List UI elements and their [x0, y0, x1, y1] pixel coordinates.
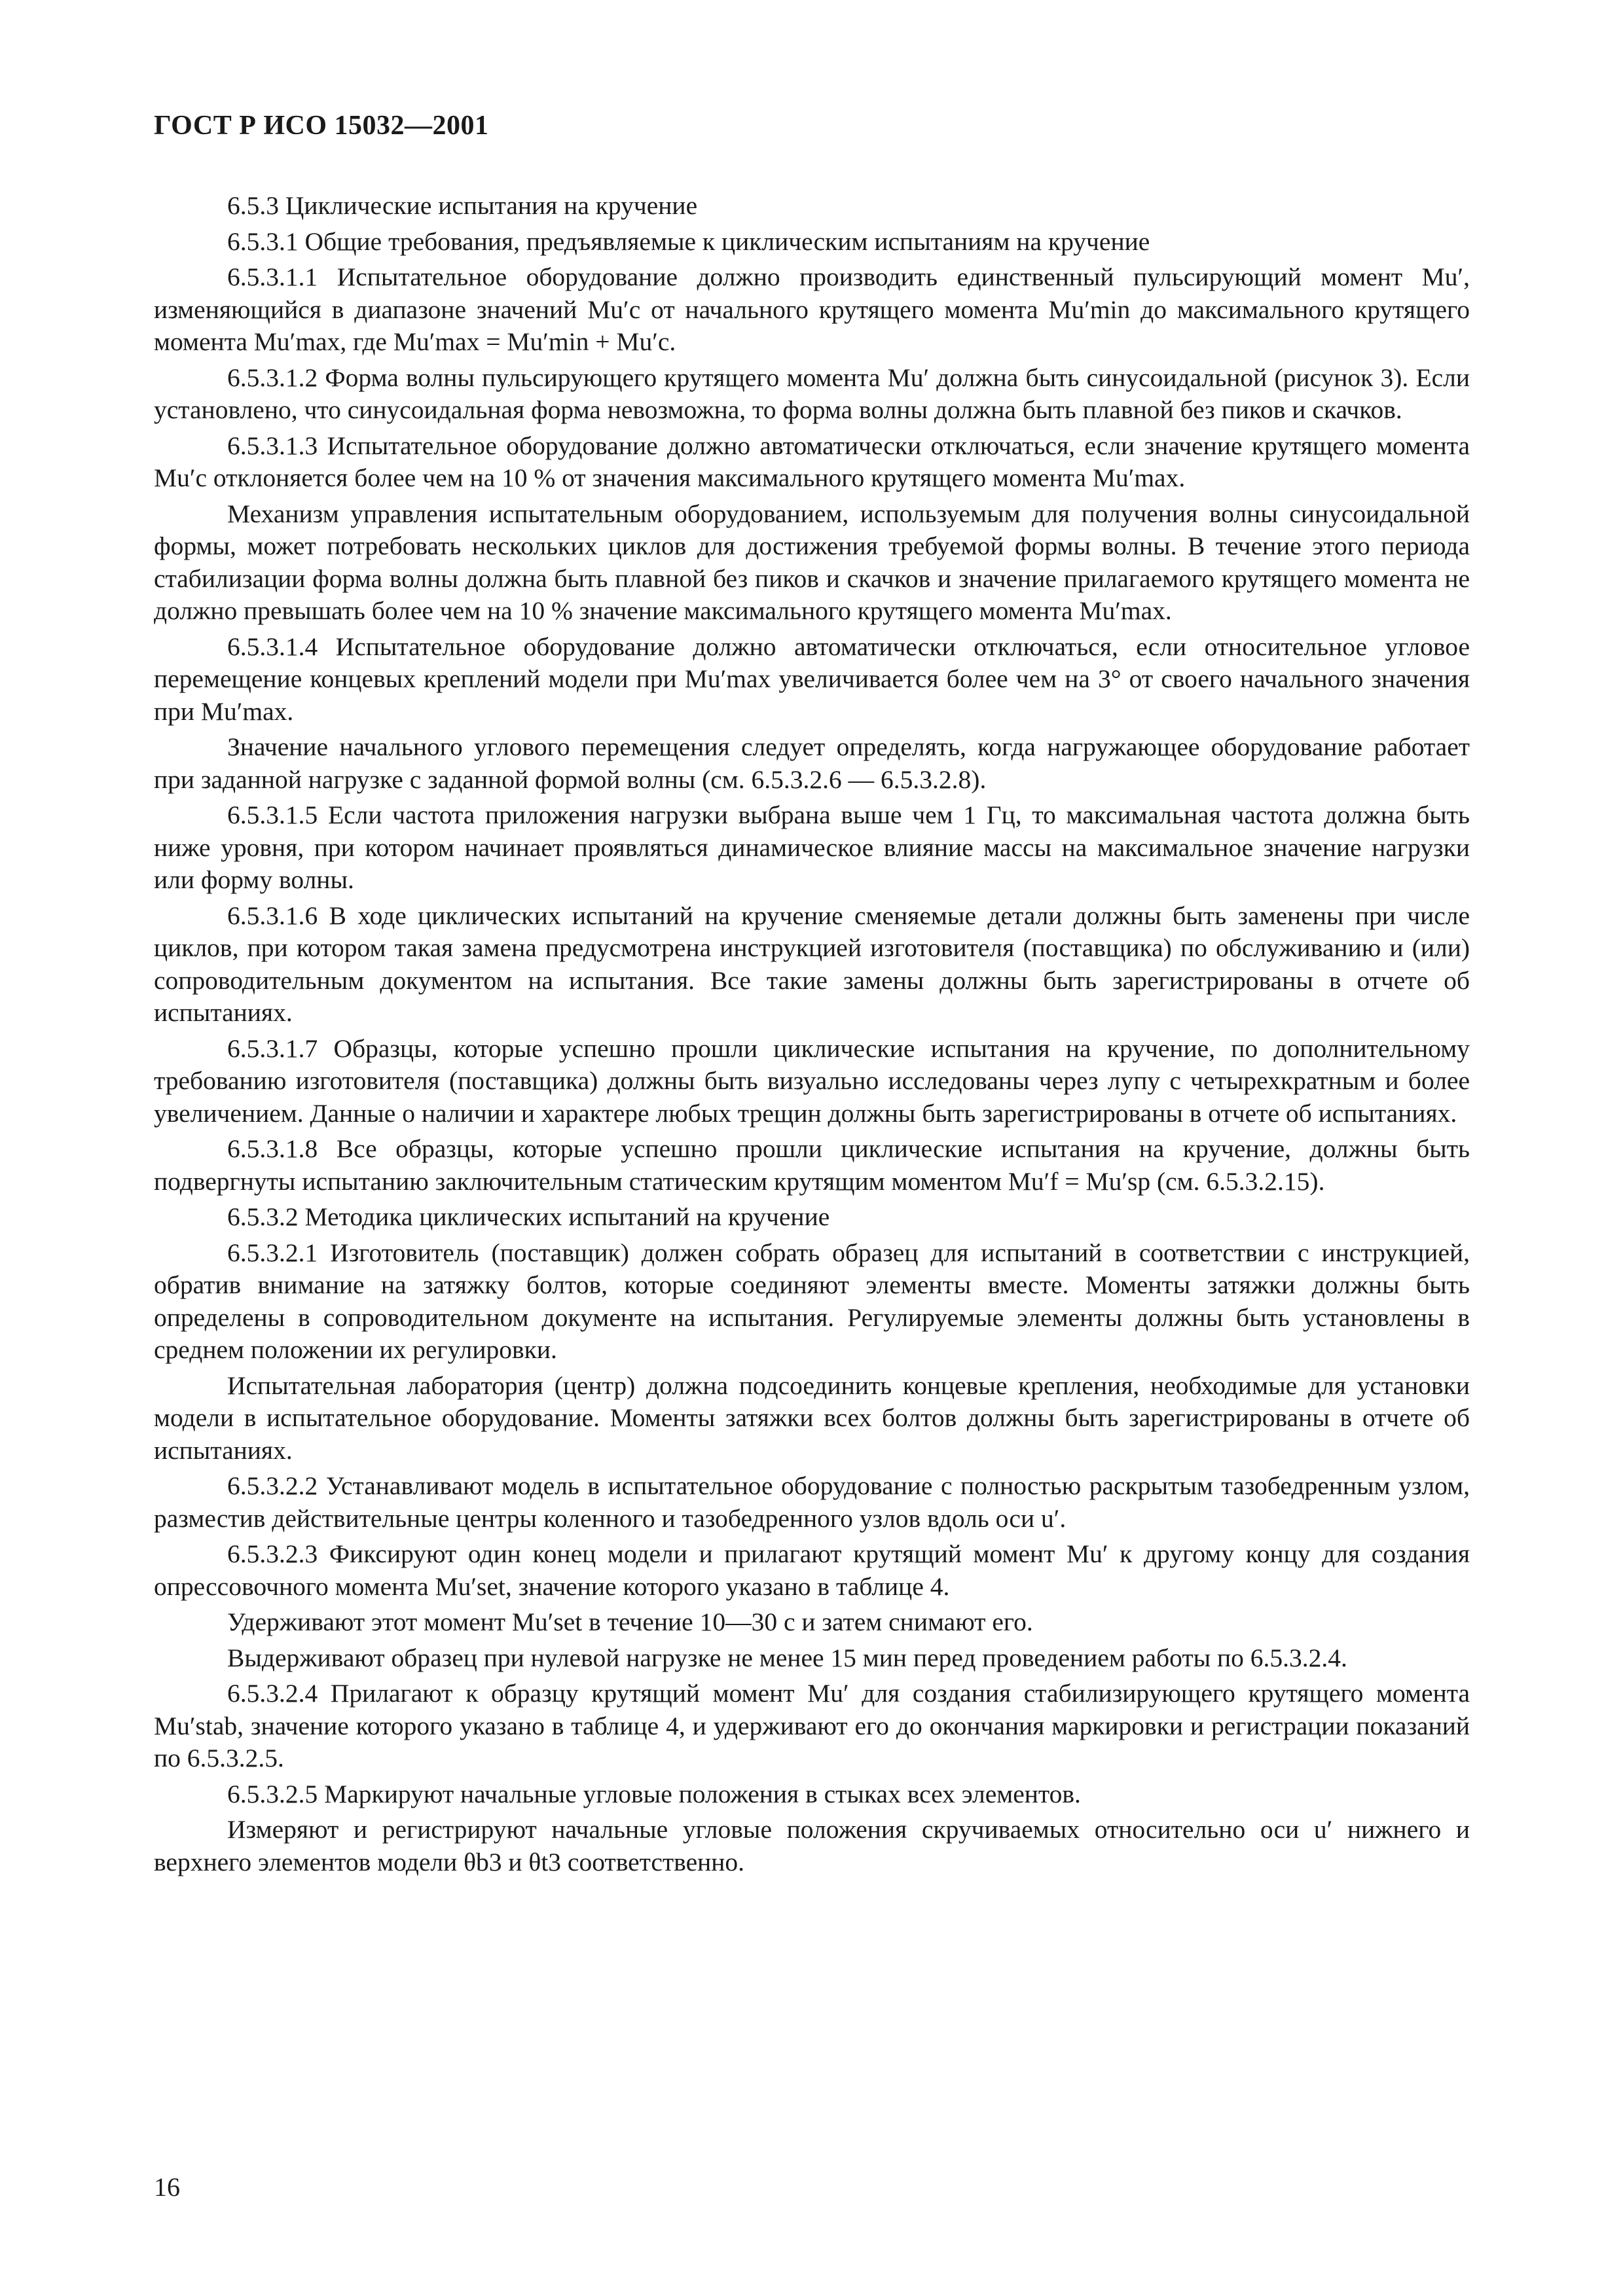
paragraph: 6.5.3.1 Общие требования, предъявляемые к циклическим испытаниям на кручение: [227, 226, 1150, 256]
paragraph: 6.5.3.2 Методика циклических испытаний на кручение: [227, 1202, 830, 1231]
paragraph: 6.5.3.1.4 Испытательное оборудование должно автоматически отключаться, если относительное угловое перемещение концевых креплений модели при Mu′max увеличивается более чем на 3° от своего начального значения при Mu′max.: [154, 632, 1470, 726]
document-body: [154, 190, 1470, 1882]
paragraph: 6.5.3.2.2 Устанавливают модель в испытательное оборудование с полностью раскрытым тазобедренным узлом, разместив действительные центры коленного и тазобедренного узлов вдоль оси u′.: [154, 1471, 1470, 1533]
paragraph: 6.5.3.2.3 Фиксируют один конец модели и прилагают крутящий момент Mu′ к другому концу для создания опрессовочного момента Mu′set, значение которого указано в таблице 4.: [154, 1539, 1470, 1601]
paragraph: 6.5.3.1.2 Форма волны пульсирующего крутящего момента Mu′ должна быть синусоидальной (рисунок 3). Если установлено, что синусоидальная форма невозможна, то форма волны должна быть плавной без пиков и скачков.: [154, 363, 1470, 424]
paragraph: Удерживают этот момент Mu′set в течение 10—30 с и затем снимают его.: [227, 1607, 1033, 1636]
paragraph: Измеряют и регистрируют начальные угловые положения скручиваемых относительно оси u′ нижнего и верхнего элементов модели θb3 и θt3 соответственно.: [154, 1815, 1470, 1876]
paragraph: 6.5.3.1.7 Образцы, которые успешно прошли циклические испытания на кручение, по дополнительному требованию изготовителя (поставщика) должны быть визуально исследованы через лупу с четырехкратным и более увеличением. Данные о наличии и характере любых трещин должны быть зарегистрированы в отчете об испытаниях.: [154, 1033, 1470, 1128]
paragraph: 6.5.3.1.1 Испытательное оборудование должно производить единственный пульсирующий момент Mu′, изменяющийся в диапазоне значений Mu′c от начального крутящего момента Mu′min до максимального крутящего момента Mu′max, где Mu′max = Mu′min + Mu′c.: [154, 262, 1470, 356]
paragraph: Механизм управления испытательным оборудованием, используемым для получения волны синусоидальной формы, может потребовать нескольких циклов для достижения требуемой формы волны. В течение этого периода стабилизации форма волны должна быть плавной без пиков и скачков и значение прилагаемого крутящего момента не должно превышать более чем на 10 % значение максимального крутящего момента Mu′max.: [154, 499, 1470, 625]
paragraph: 6.5.3.1.6 В ходе циклических испытаний на кручение сменяемые детали должны быть заменены при числе циклов, при котором такая замена предусмотрена инструкцией изготовителя (поставщика) по обслуживанию и (или) сопроводительным документом на испытания. Все такие замены должны быть зарегистрированы в отчете об испытаниях.: [154, 901, 1470, 1027]
paragraph: 6.5.3.2.4 Прилагают к образцу крутящий момент Mu′ для создания стабилизирующего крутящего момента Mu′stab, значение которого указано в таблице 4, и удерживают его до окончания маркировки и регистрации показаний по 6.5.3.2.5.: [154, 1679, 1470, 1772]
paragraph: 6.5.3.2.1 Изготовитель (поставщик) должен собрать образец для испытаний в соответствии с инструкцией, обратив внимание на затяжку болтов, которые соединяют элементы вместе. Моменты затяжки должны быть определены в сопроводительном документе на испытания. Регулируемые элементы должны быть установлены в среднем положении их регулировки.: [154, 1238, 1470, 1364]
paragraph: Выдерживают образец при нулевой нагрузке не менее 15 мин перед проведением работы по 6.5.3.2.4.: [227, 1643, 1347, 1672]
paragraph: 6.5.3.1.8 Все образцы, которые успешно прошли циклические испытания на кручение, должны быть подвергнуты испытанию заключительным статическим крутящим моментом Mu′f = Mu′sp (см. 6.5.3.2.15).: [154, 1134, 1470, 1196]
paragraph: 6.5.3.2.5 Маркируют начальные угловые положения в стыках всех элементов.: [227, 1779, 1081, 1808]
paragraph: 6.5.3.1.5 Если частота приложения нагрузки выбрана выше чем 1 Гц, то максимальная частота должна быть ниже уровня, при котором начинает проявляться динамическое влияние массы на максимальное значение нагрузки или форму волны.: [154, 800, 1470, 894]
paragraph: Испытательная лаборатория (центр) должна подсоединить концевые крепления, необходимые для установки модели в испытательное оборудование. Моменты затяжки всех болтов должны быть зарегистрированы в отчете об испытаниях.: [154, 1371, 1470, 1465]
paragraph: 6.5.3 Циклические испытания на кручение: [227, 191, 698, 220]
paragraph: Значение начального углового перемещения следует определять, когда нагружающее оборудование работает при заданной нагрузке с заданной формой волны (см. 6.5.3.2.6 — 6.5.3.2.8).: [154, 732, 1470, 794]
page-number: 16: [154, 2172, 180, 2202]
paragraph: 6.5.3.1.3 Испытательное оборудование должно автоматически отключаться, если значение крутящего момента Mu′c отклоняется более чем на 10 % от значения максимального крутящего момента Mu′max.: [154, 431, 1470, 492]
document-header: ГОСТ Р ИСО 15032—2001: [154, 111, 489, 141]
